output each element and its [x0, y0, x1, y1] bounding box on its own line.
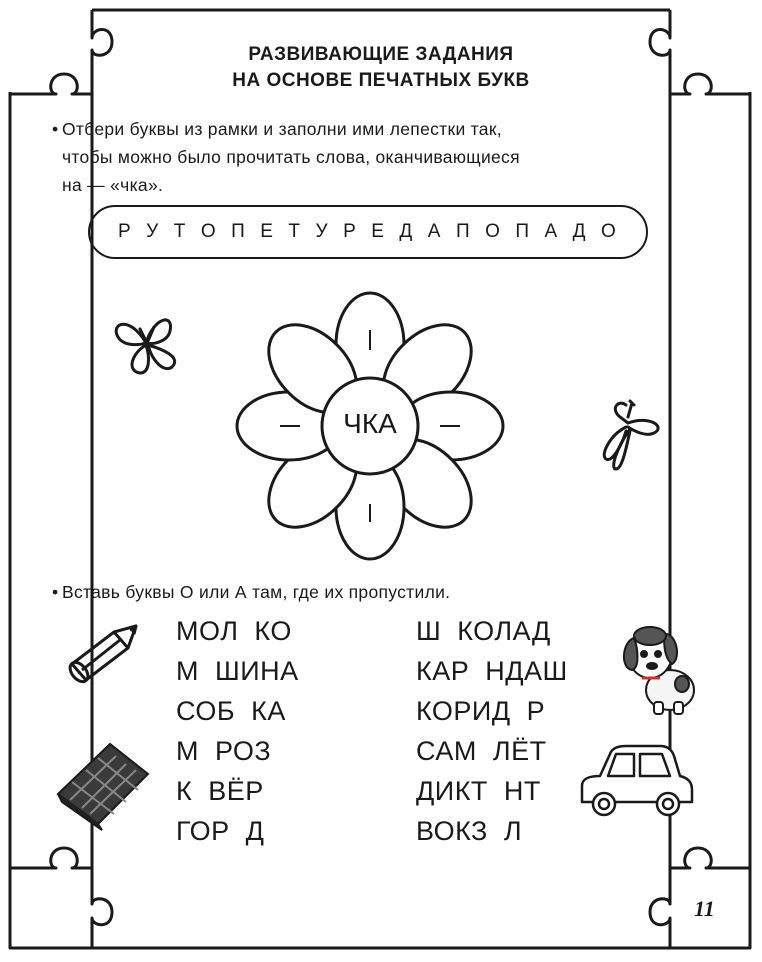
word-right-2: КАР НДАШ [416, 656, 568, 686]
frame-letter: Р [343, 221, 356, 242]
task1-line3: на — «чка». [62, 175, 164, 195]
pencil-icon [62, 618, 142, 688]
frame-letter: Т [288, 221, 301, 242]
letter-frame [88, 205, 648, 259]
frame-letter: У [146, 221, 159, 242]
flower-center-word: ЧКА [343, 408, 397, 439]
bullet: • [52, 582, 59, 602]
word-left-6: ГОР Д [176, 816, 265, 846]
word-right-6: ВОКЗ Л [416, 816, 523, 846]
task2-text: Вставь буквы О или А там, где их пропустили. [62, 582, 451, 602]
frame-letter: О [200, 221, 216, 242]
frame-letter: Е [260, 221, 273, 242]
frame-letter: А [427, 221, 441, 242]
word-left-5: К ВЁР [176, 776, 264, 806]
frame-letter: Д [572, 221, 586, 242]
car-icon [576, 740, 696, 830]
task1-line1: Отбери буквы из рамки и заполни ими лепестки так, [62, 119, 502, 139]
bullet: • [52, 119, 59, 139]
frame-letter: О [601, 221, 616, 242]
frame-letter: П [515, 221, 529, 242]
frame-letter: Д [399, 221, 413, 242]
page-number: 11 [694, 896, 715, 921]
task1-instruction [52, 115, 702, 199]
word-right-4: САМ ЛЁТ [416, 736, 547, 766]
page-title-line2: НА ОСНОВЕ ПЕЧАТНЫХ БУКВ [232, 70, 530, 91]
task1-line2: чтобы можно было прочитать слова, оканчивающиеся [62, 147, 520, 167]
frame-letter: Е [371, 221, 384, 242]
frame-letter: А [544, 221, 558, 242]
frame-letter: П [455, 221, 470, 242]
frame-letter: П [231, 221, 245, 242]
task2-instruction [52, 582, 451, 603]
letter-sequence [90, 207, 646, 257]
frame-letter: Р [118, 221, 131, 242]
word-right-3: КОРИД Р [416, 696, 546, 726]
puppy-icon [620, 618, 706, 718]
page-title-line1: РАЗВИВАЮЩИЕ ЗАДАНИЯ [248, 44, 514, 65]
word-left-3: СОБ КА [176, 696, 286, 726]
butterfly-icon [110, 305, 190, 380]
dragonfly-icon [590, 395, 670, 475]
word-left-4: М РОЗ [176, 736, 272, 766]
frame-letter: Т [173, 221, 186, 242]
word-left-2: М ШИНА [176, 656, 299, 686]
word-left-1: МОЛ КО [176, 616, 292, 646]
frame-letter: У [315, 221, 328, 242]
frame-letter: О [485, 221, 500, 242]
word-right-1: Ш КОЛАД [416, 616, 551, 646]
word-right-5: ДИКТ НТ [416, 776, 541, 806]
chocolate-bar-icon [52, 738, 152, 828]
